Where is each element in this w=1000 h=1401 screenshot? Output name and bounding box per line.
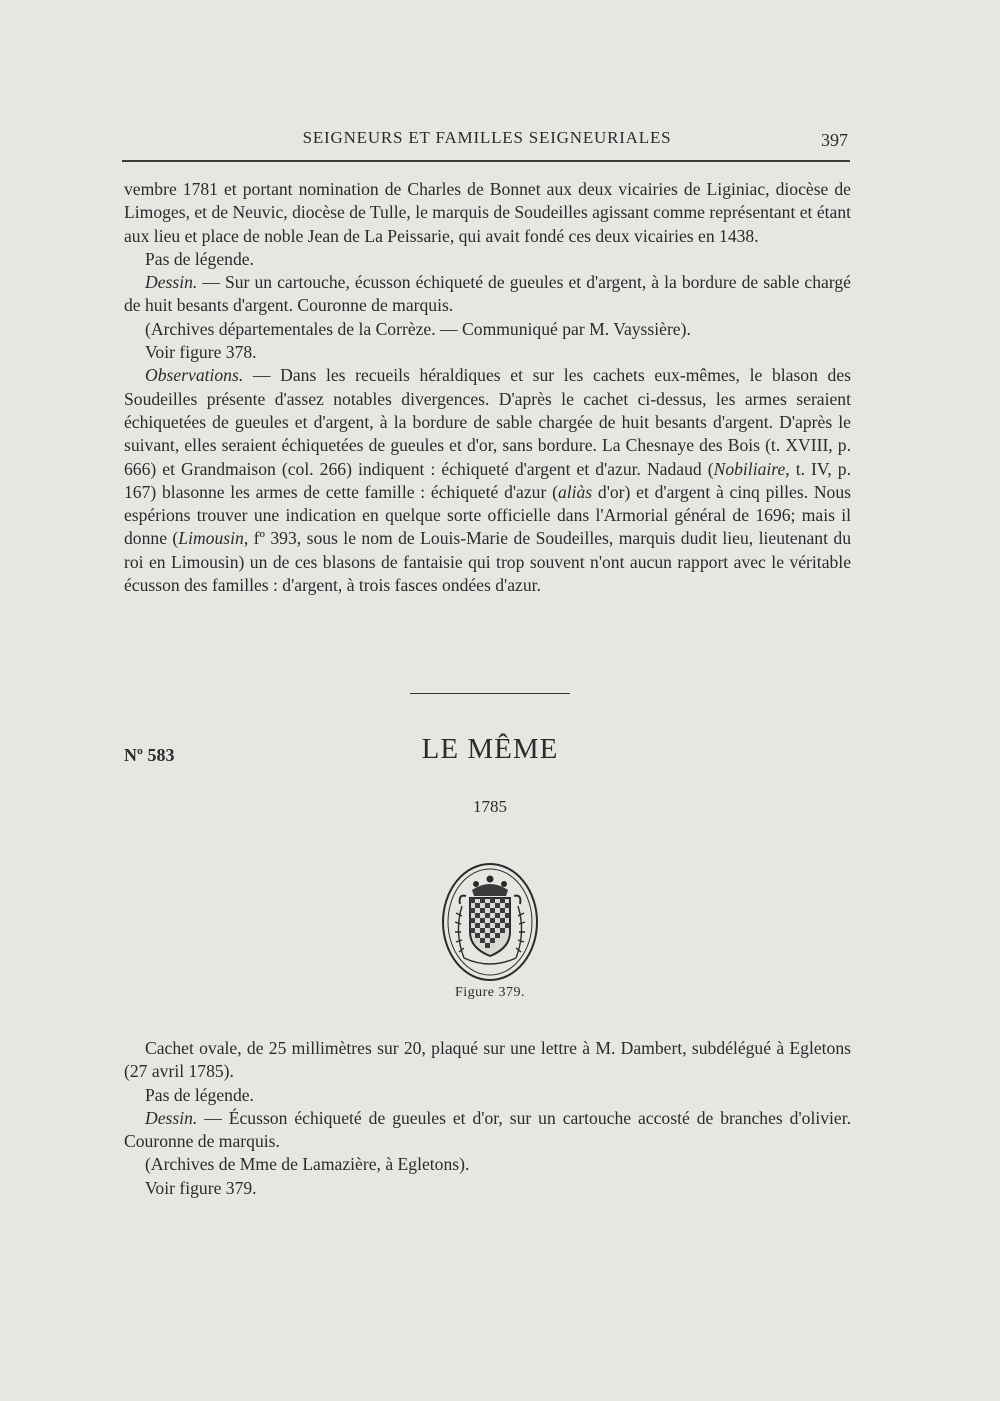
dessin-text: — Sur un cartouche, écusson échiqueté de gueules et d'argent, à la bordure de sable chargé de huit besants d'argent. Couronne de marquis. <box>124 272 851 316</box>
page-number: 397 <box>821 130 848 150</box>
entry-title: LE MÊME <box>421 733 559 765</box>
observations-limousin: Limousin <box>178 528 244 549</box>
observations-nobiliaire: Nobiliaire <box>713 458 786 479</box>
see-figure-note-2: Voir figure 379. <box>145 1177 257 1198</box>
entry-number: Nº 583 <box>124 745 175 765</box>
entry-year: 1785 <box>473 797 507 816</box>
observations-text-1: — Dans les recueils héraldiques et sur les cachets eux-mêmes, le blason des Soudeilles présente d'assez notables divergences. D'après le cachet ci-dessus, les armes seraient échiquetées de gueules et d'argent, à la bordure de sable chargée de huit besants d'argent. D'après le suivant, elles seraient échiquetées de gueules et d'or, sans bordure. La Chesnaye des Bois (t. XVIII, p. 666) et Grandmaison (col. 266) indiquent : échiqueté d'argent et d'azur. Nadaud ( <box>124 365 851 479</box>
observations-paragraph <box>124 364 851 597</box>
seal-illustration <box>440 860 540 982</box>
dessin-paragraph-2 <box>124 1107 851 1154</box>
observations-text-2: , t. IV, p. 167) blasonne les armes de cette famille : échiqueté d'azur ( <box>124 458 851 502</box>
bottom-text-block <box>124 1037 851 1200</box>
running-head <box>124 128 850 156</box>
checkered-shield-icon <box>470 898 510 956</box>
figure-caption: Figure 379. <box>454 985 526 1000</box>
dessin-paragraph <box>124 271 851 318</box>
seal-description: Cachet ovale, de 25 millimètres sur 20, plaqué sur une lettre à M. Dambert, subdélégué à Egletons (27 avril 1785). <box>124 1038 851 1082</box>
dessin-label: Dessin. <box>145 272 198 293</box>
observations-alias: aliàs <box>557 481 593 502</box>
archives-note: (Archives départementales de la Corrèze. — Communiqué par M. Vayssière). <box>145 318 691 339</box>
archives-note-2: (Archives de Mme de Lamazière, à Egletons). <box>145 1154 470 1175</box>
observations-text-3: d'or) et d'argent à cinq pilles. Nous espérions trouver une indication en quelque sorte officielle dans l'Armorial général de 1696; mais il donne ( <box>124 481 851 549</box>
dessin-text-2: — Écusson échiqueté de gueules et d'or, sur un cartouche accosté de branches d'olivier. Couronne de marquis. <box>124 1107 851 1152</box>
crown-icon <box>472 876 508 897</box>
legend-note: Pas de légende. <box>145 248 254 269</box>
dessin-label-2: Dessin. <box>145 1107 198 1128</box>
legend-note-2: Pas de légende. <box>145 1084 254 1105</box>
observations-text-4: , fº 393, sous le nom de Louis-Marie de Soudeilles, marquis dudit lieu, lieutenant du roi en Limousin) un de ces blasons de fantaisie qui trop souvent n'ont aucun rapport avec le véritable écusson des familles : d'argent, à trois fasces ondées d'azur. <box>124 528 851 596</box>
observations-label: Observations. <box>145 365 244 386</box>
section-divider <box>410 693 570 694</box>
see-figure-note: Voir figure 378. <box>145 342 257 363</box>
top-text-block <box>124 178 851 597</box>
header-rule <box>122 160 850 162</box>
continued-paragraph: vembre 1781 et portant nomination de Charles de Bonnet aux deux vicairies de Liginiac, diocèse de Limoges, et de Neuvic, diocèse de Tulle, le marquis de Soudeilles agissant comme représentant et étant aux lieu et place de noble Jean de La Peissarie, qui avait fondé ces deux vicairies en 1438. <box>124 179 852 246</box>
running-title: SEIGNEURS ET FAMILLES SEIGNEURIALES <box>302 128 672 147</box>
